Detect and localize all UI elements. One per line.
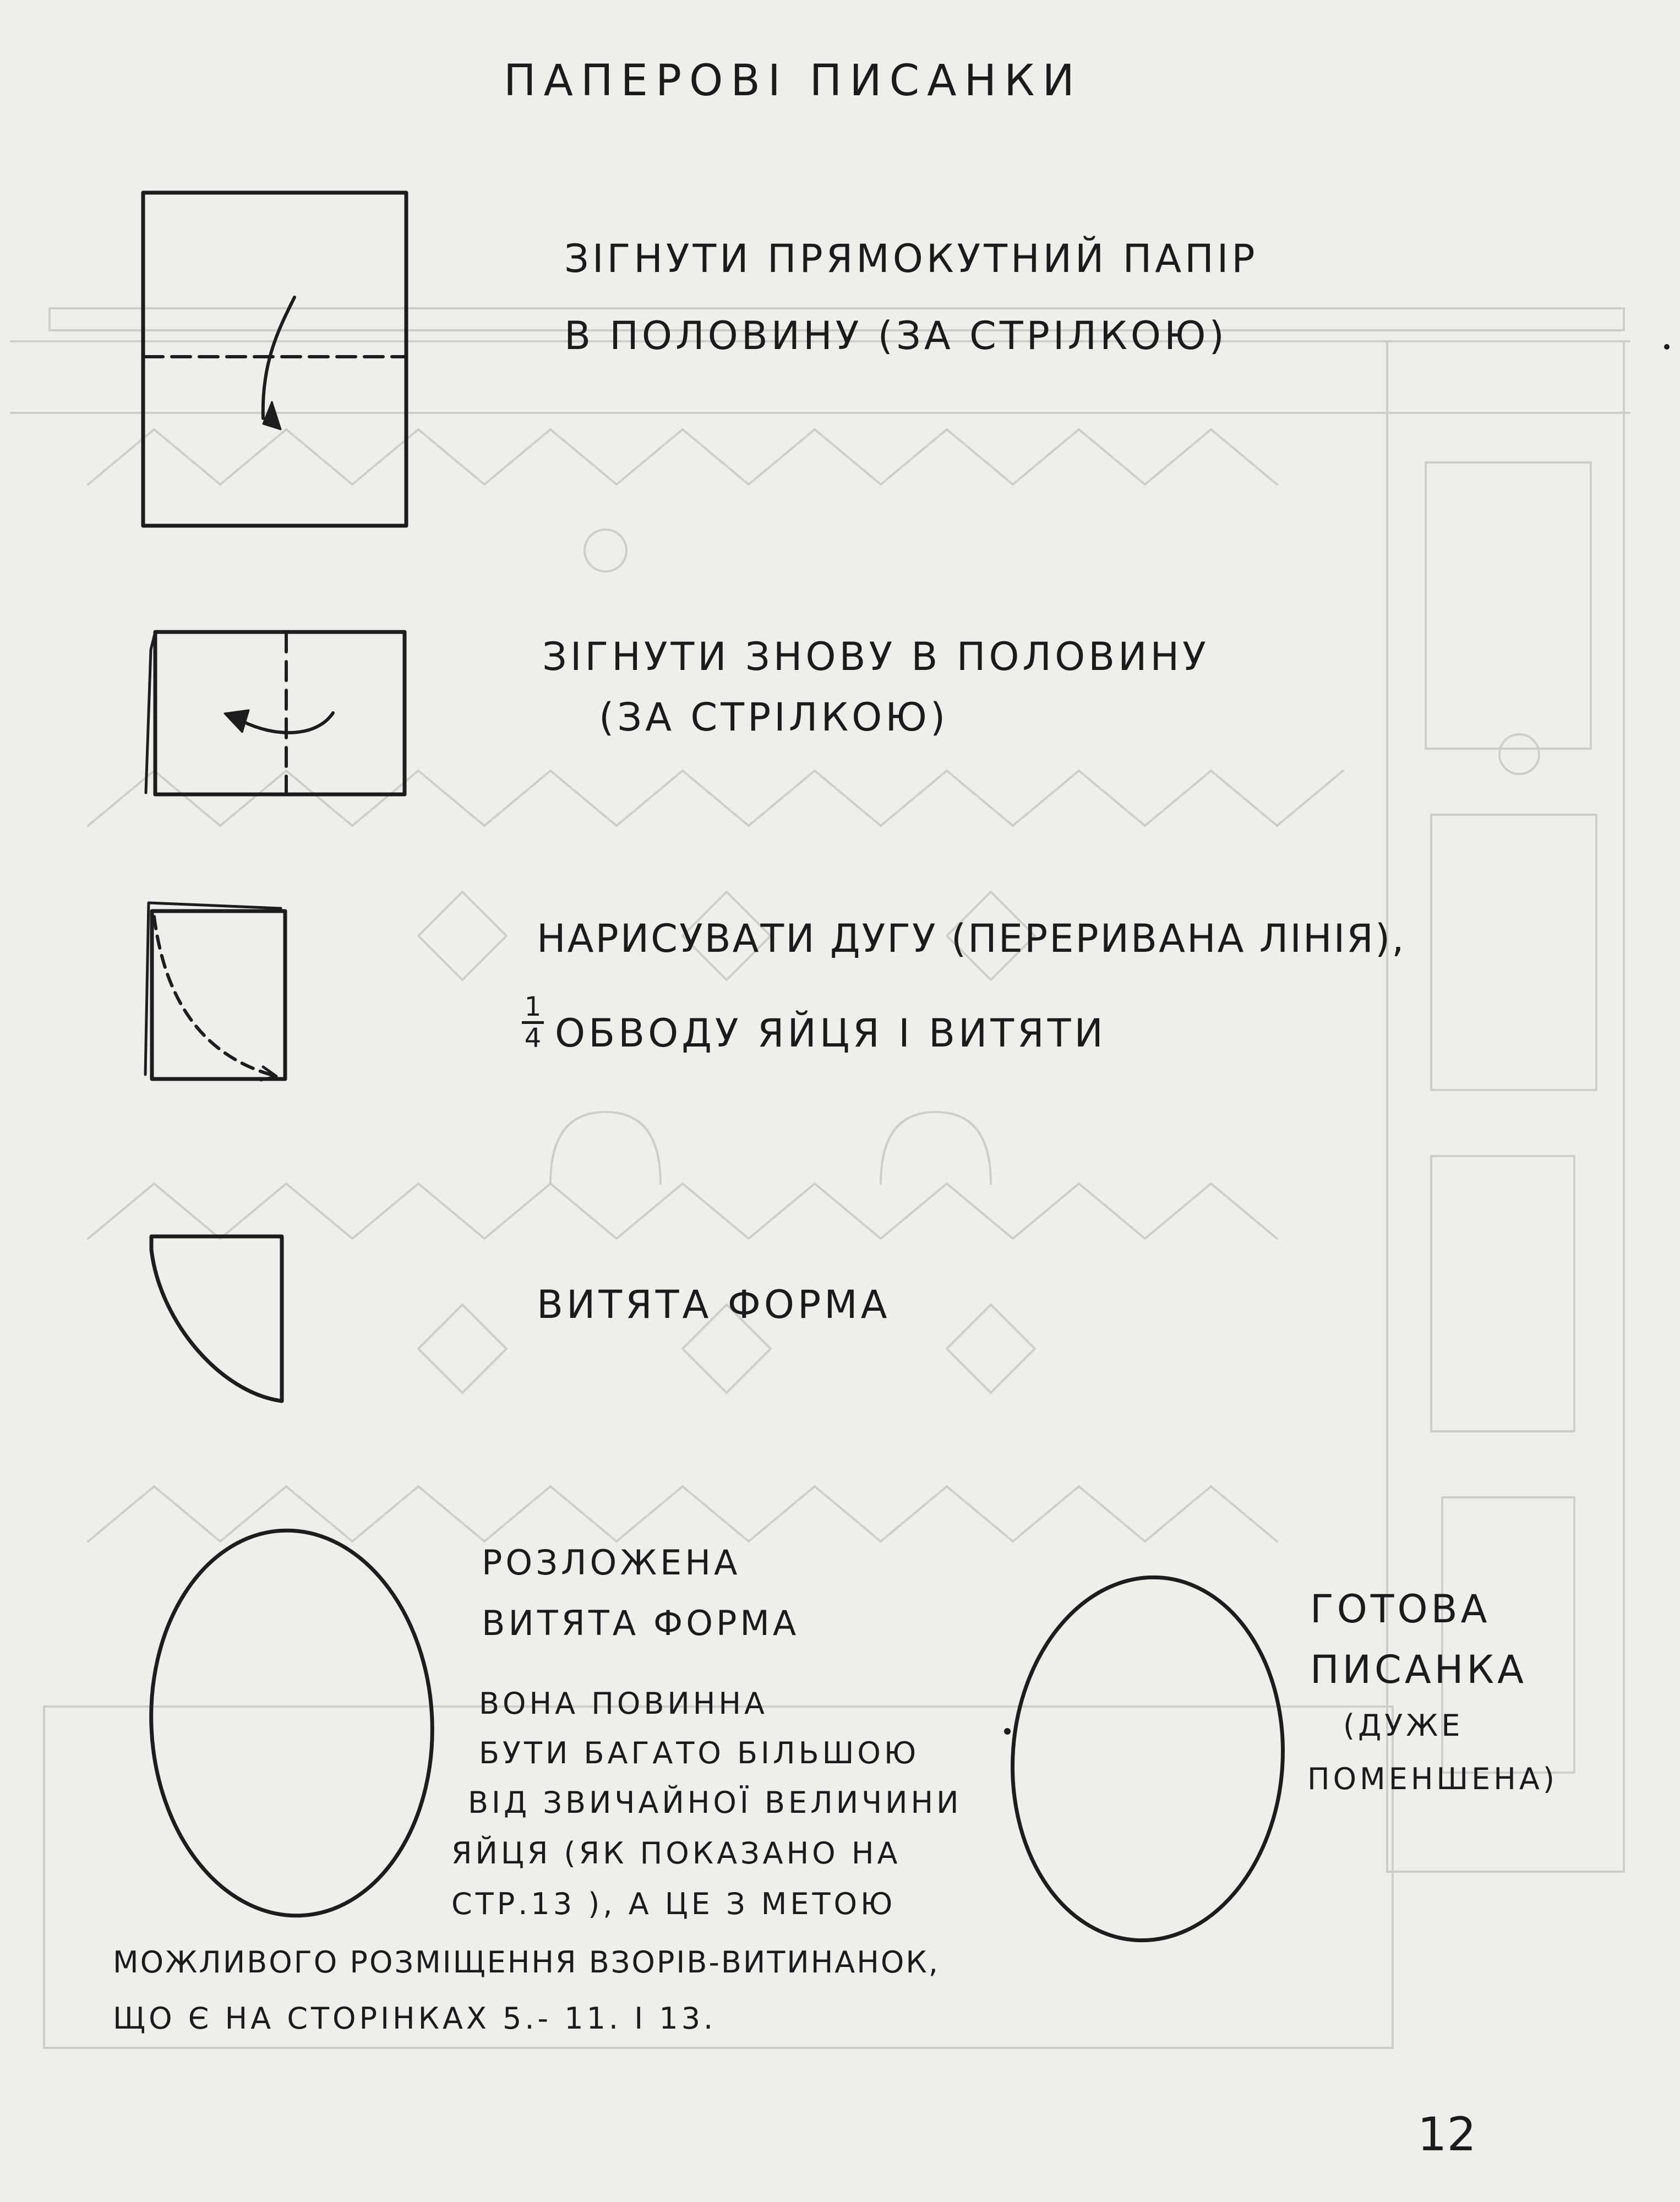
- step-1-line-1: ЗІГНУТИ ПРЯМОКУТНИЙ ПАПІР: [564, 236, 1258, 281]
- unfolded-heading-2: ВИТЯТА ФОРМА: [482, 1603, 800, 1643]
- step-1-line-2: В ПОЛОВИНУ (ЗА СТРІЛКОЮ): [564, 313, 1228, 358]
- unfolded-heading-1: РОЗЛОЖЕНА: [482, 1543, 741, 1583]
- finished-line-3: (ДУЖЕ: [1343, 1708, 1464, 1743]
- note-line-2: БУТИ БАГАТО БІЛЬШОЮ: [479, 1736, 920, 1770]
- step-3-line-2: ОБВОДУ ЯЙЦЯ І ВИТЯТИ: [555, 1011, 1106, 1056]
- finished-line-4: ПОМЕНШЕНА): [1307, 1762, 1558, 1796]
- finished-line-2: ПИСАНКА: [1310, 1647, 1527, 1692]
- note-line-4: ЯЙЦЯ (ЯК ПОКАЗАНО НА: [451, 1836, 901, 1871]
- note-line-3: ВІД ЗВИЧАЙНОЇ ВЕЛИЧИНИ: [468, 1785, 962, 1820]
- step-4-diagram: [151, 1236, 282, 1401]
- step-4-label: ВИТЯТА ФОРМА: [537, 1282, 891, 1327]
- page-number: 12: [1417, 2107, 1476, 2161]
- step-3-line-1: НАРИСУВАТИ ДУГУ (ПЕРЕРИВАНА ЛІНІЯ),: [537, 916, 1406, 961]
- fraction-numerator: 1: [522, 994, 544, 1024]
- unfolded-egg-shape: [141, 1523, 442, 1923]
- step-2-diagram: [146, 632, 405, 794]
- step-2-paper: [155, 632, 405, 794]
- cut-form-shape: [151, 1236, 282, 1401]
- fraction-one-quarter: [522, 991, 544, 1054]
- step-2-line-2: (ЗА СТРІЛКОЮ): [599, 695, 949, 740]
- note-line-1: ВОНА ПОВИННА: [479, 1686, 768, 1721]
- fraction-denominator: 4: [524, 1023, 542, 1054]
- note-line-6: МОЖЛИВОГО РОЗМІЩЕННЯ ВЗОРІВ-ВИТИНАНОК,: [113, 1945, 940, 1980]
- step-2-line-1: ЗІГНУТИ ЗНОВУ В ПОЛОВИНУ: [542, 634, 1209, 679]
- step-1-diagram: [143, 193, 406, 526]
- cut-arc-dashed: [154, 917, 276, 1076]
- step-1-paper: [143, 193, 406, 526]
- page-title: ПАПЕРОВІ ПИСАНКИ: [504, 56, 1082, 106]
- step-3-paper: [152, 911, 285, 1079]
- note-line-7: ЩО Є НА СТОРІНКАХ 5.- 11. І 13.: [113, 2001, 717, 2036]
- finished-line-1: ГОТОВА: [1310, 1587, 1491, 1632]
- note-line-5: СТР.13 ), А ЦЕ З МЕТОЮ: [451, 1887, 896, 1921]
- step-3-diagram: [145, 903, 285, 1080]
- finished-egg-shape: [1001, 1568, 1295, 1950]
